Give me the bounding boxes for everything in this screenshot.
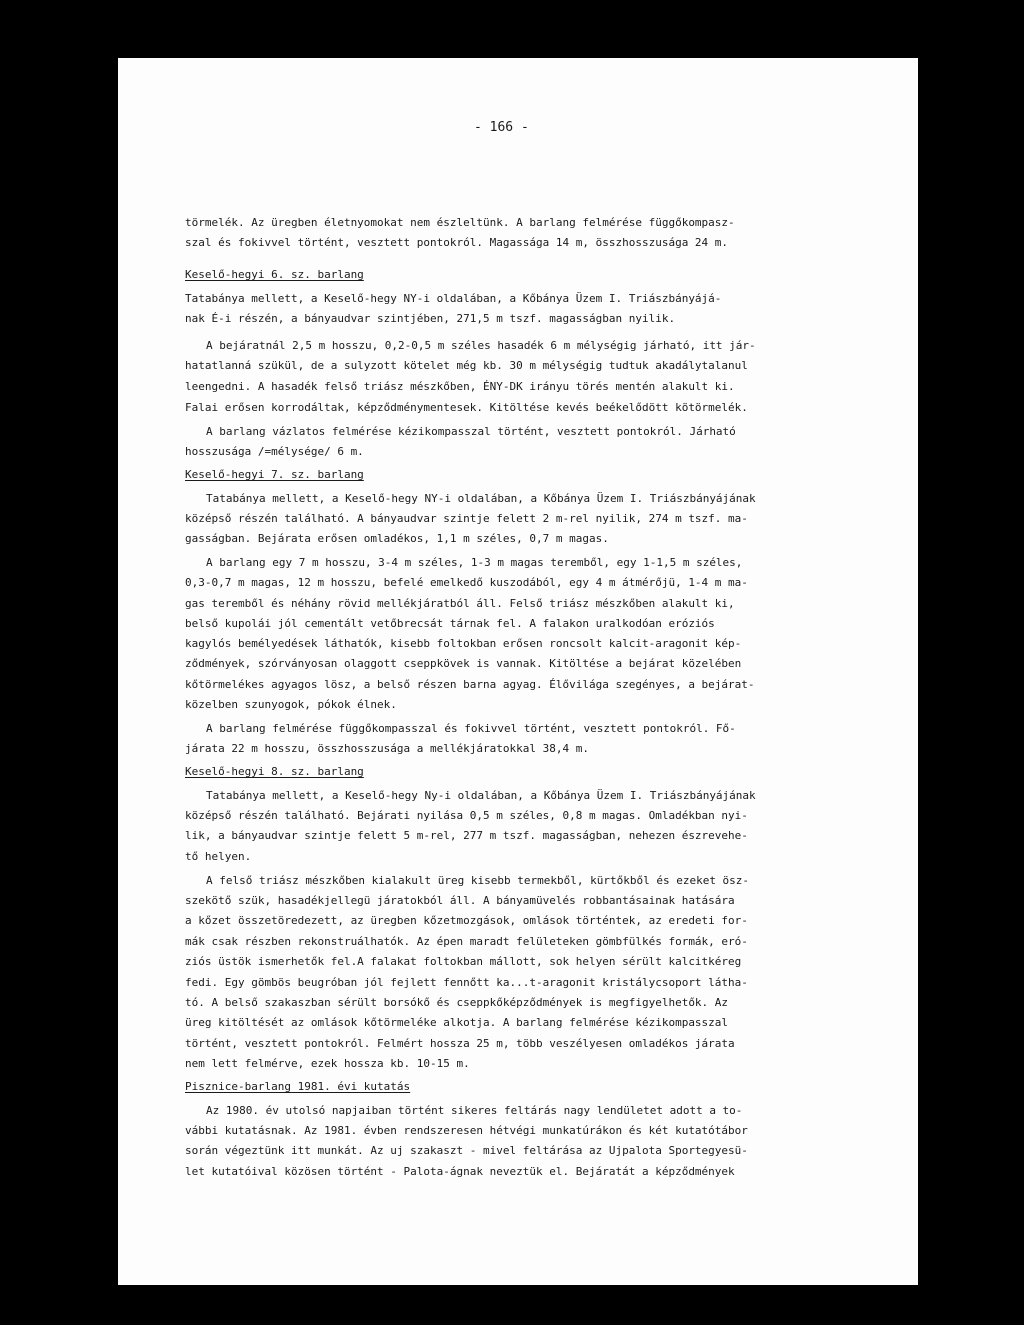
text-line: középső részén található. Bejárati nyilása 0,5 m széles, 0,8 m magas. Omladékban nyi- [185, 809, 748, 822]
text-line: közelben szunyogok, pókok élnek. [185, 698, 397, 711]
section-heading: Keselő-hegyi 6. sz. barlang [185, 268, 364, 281]
text-line: vábbi kutatásnak. Az 1981. évben rendszeresen hétvégi munkatúrákon és két kutatótábor [185, 1124, 748, 1137]
text-line: A barlang felmérése függőkompasszal és fokivvel történt, vesztett pontokról. Fő- [206, 722, 736, 735]
text-line: A felső triász mészkőben kialakult üreg kisebb termekből, kürtőkből és ezeket ösz- [206, 874, 750, 887]
text-line: lik, a bányaudvar szintje felett 5 m-rel, 277 m tszf. magasságban, nehezen észrevehe- [185, 829, 748, 842]
text-line: ződmények, szórványosan olaggott cseppkövek is vannak. Kitöltése a bejárat közelében [185, 657, 742, 670]
section-heading: Keselő-hegyi 8. sz. barlang [185, 765, 364, 778]
text-line: tő helyen. [185, 850, 252, 863]
section-heading: Pisznice-barlang 1981. évi kutatás [185, 1080, 411, 1093]
text-line: a kőzet összetöredezett, az üregben kőzetmozgások, omlások történtek, az eredeti for- [185, 914, 748, 927]
text-line: Falai erősen korrodáltak, képződménymentesek. Kitöltése kevés beékelődött kötörmelék. [185, 401, 748, 414]
text-line: gasságban. Bejárata erősen omladékos, 1,1 m széles, 0,7 m magas. [185, 532, 609, 545]
text-line: Tatabánya mellett, a Keselő-hegy NY-i oldalában, a Kőbánya Üzem I. Triászbányájának [206, 492, 756, 505]
text-line: ziós üstök ismerhetők fel.A falakat foltokban mállott, sok helyen sérült kalcitkéreg [185, 955, 742, 968]
text-line: középső részén található. A bányaudvar szintje felett 2 m-rel nyilik, 274 m tszf. ma- [185, 512, 748, 525]
section-heading: Keselő-hegyi 7. sz. barlang [185, 468, 364, 481]
text-line: leengedni. A hasadék felső triász mészkőben, ÉNY-DK irányu törés mentén alakult ki. [185, 380, 735, 393]
text-line: 0,3-0,7 m magas, 12 m hosszu, befelé emelkedő kuszodából, egy 4 m átmérőjü, 1-4 m ma- [185, 576, 748, 589]
text-line: hosszusága /=mélysége/ 6 m. [185, 445, 364, 458]
text-line: A barlang vázlatos felmérése kézikompasszal történt, vesztett pontokról. Járható [206, 425, 736, 438]
text-line: belső kupolái jól cementált vetőbrecsát tárnak fel. A falakon uralkodóan eróziós [185, 617, 715, 630]
text-line: A bejáratnál 2,5 m hosszu, 0,2-0,5 m széles hasadék 6 m mélységig járható, itt jár- [206, 339, 756, 352]
text-line: fedi. Egy gömbös beugróban jól fejlett fennőtt ka...t-aragonit kristálycsoport látha- [185, 976, 748, 989]
text-line: üreg kitöltését az omlások kőtörmeléke alkotja. A barlang felmérése kézikompasszal [185, 1016, 729, 1029]
text-line: Tatabánya mellett, a Keselő-hegy Ny-i oldalában, a Kőbánya Üzem I. Triászbányájának [206, 789, 756, 802]
text-line: mák csak részben rekonstruálhatók. Az épen maradt felületeken gömbfülkés formák, eró- [185, 935, 748, 948]
text-line: A barlang egy 7 m hosszu, 3-4 m széles, 1-3 m magas teremből, egy 1-1,5 m széles, [206, 556, 743, 569]
text-line: kagylós bemélyedések láthatók, kisebb foltokban erősen roncsolt kalcit-aragonit kép- [185, 637, 742, 650]
text-line: szekötő szük, hasadékjellegü járatokból áll. A bányamüvelés robbantásainak hatására [185, 894, 735, 907]
text-line: Az 1980. év utolsó napjaiban történt sikeres feltárás nagy lendületet adott a to- [206, 1104, 743, 1117]
text-line: kőtörmelékes agyagos lösz, a belső részen barna agyag. Élővilága szegényes, a bejárat- [185, 678, 755, 691]
text-line: járata 22 m hosszu, összhosszusága a mellékjáratokkal 38,4 m. [185, 742, 589, 755]
text-line: nak É-i részén, a bányaudvar szintjében, 271,5 m tszf. magasságban nyilik. [185, 312, 676, 325]
text-line: törmelék. Az üregben életnyomokat nem észleltünk. A barlang felmérése függőkompasz- [185, 216, 735, 229]
text-line: nem lett felmérve, ezek hossza kb. 10-15 m. [185, 1057, 470, 1070]
text-line: let kutatóival közösen történt - Palota-ágnak neveztük el. Bejáratát a képződmények [185, 1165, 735, 1178]
text-line: hatatlanná szükül, de a sulyzott kötelet még kb. 30 m mélységig tudtuk akadálytalanul [185, 359, 748, 372]
text-line: tó. A belső szakaszban sérült borsókő és cseppkőképződmények is megfigyelhetők. Az [185, 996, 729, 1009]
text-line: gas teremből és néhány rövid mellékjáratból áll. Felső triász mészkőben alakult ki, [185, 597, 735, 610]
text-line: során végeztünk itt munkát. Az uj szakaszt - mivel feltárása az Ujpalota Sportegyesü- [185, 1144, 748, 1157]
text-line: szal és fokivvel történt, vesztett pontokról. Magassága 14 m, összhosszusága 24 m. [185, 236, 729, 249]
text-line: Tatabánya mellett, a Keselő-hegy NY-i oldalában, a Kőbánya Üzem I. Triászbányájá- [185, 292, 722, 305]
page-number: - 166 - [474, 120, 529, 135]
text-line: történt, vesztett pontokról. Felmért hossza 25 m, több veszélyesen omladékos járata [185, 1037, 735, 1050]
